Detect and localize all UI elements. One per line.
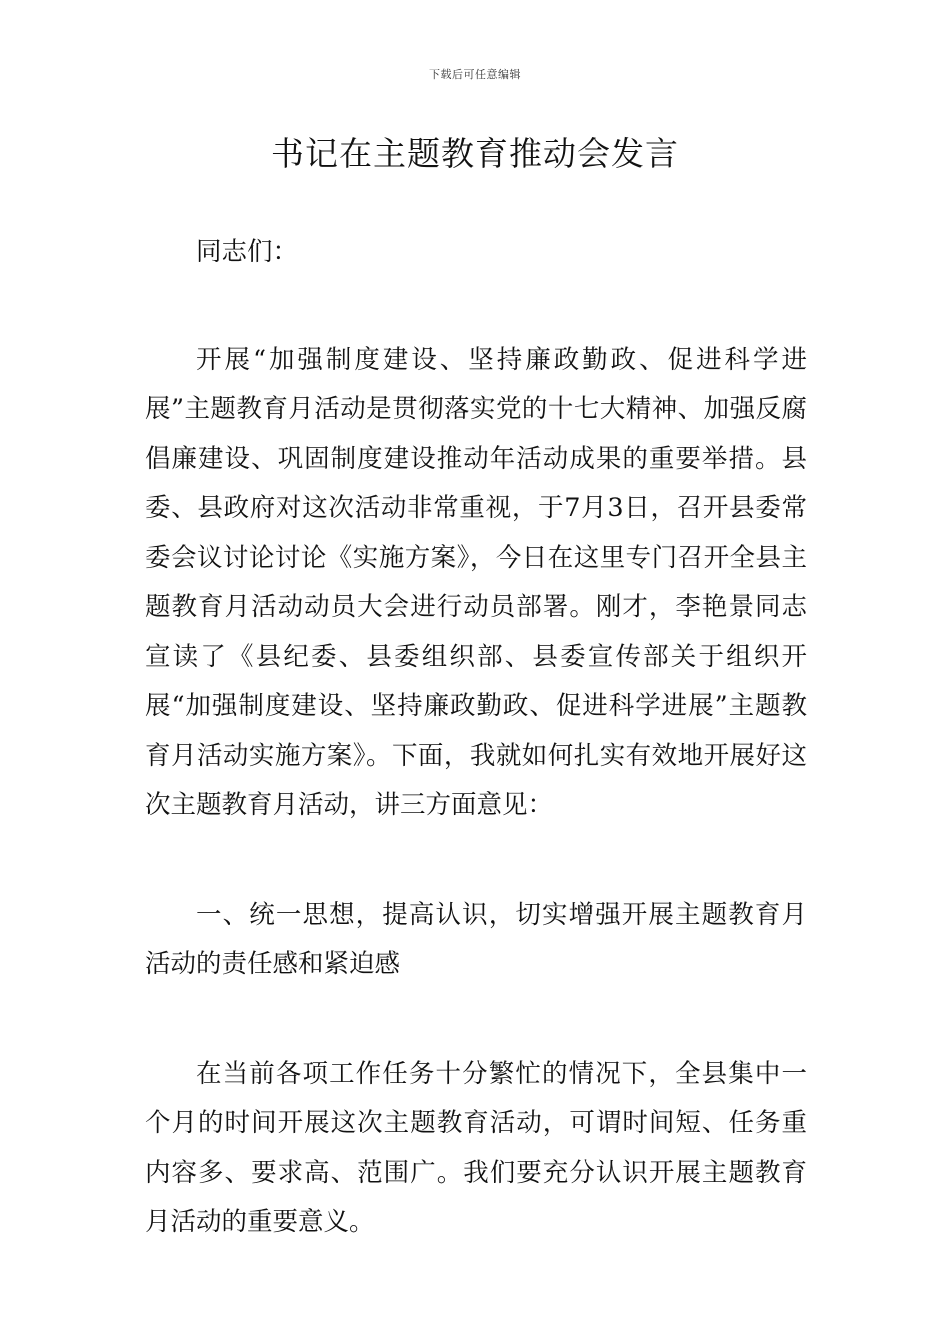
header-note: 下载后可任意编辑 bbox=[429, 68, 521, 81]
section-one-heading: 一、统一思想，提高认识，切实增强开展主题教育月活动的责任感和紧迫感 bbox=[145, 899, 807, 979]
greeting: 同志们： bbox=[196, 237, 299, 267]
document-title: 书记在主题教育推动会发言 bbox=[271, 134, 679, 173]
section-one-body: 在当前各项工作任务十分繁忙的情况下，全县集中一个月的时间开展这次主题教育活动，可谓时间短、任务重内容多、要求高、范围广。我们要充分认识开展主题教育月活动的重要意义。 bbox=[145, 1058, 807, 1237]
document-body bbox=[145, 228, 807, 1248]
intro-paragraph: 开展“加强制度建设、坚持廉政勤政、促进科学进展”主题教育月活动是贯彻落实党的十七大精神、加强反腐倡廉建设、巩固制度建设推动年活动成果的重要举措。县委、县政府对这次活动非常重视，于7月3日，召开县委常委会议讨论讨论《实施方案》，今日在这里专门召开全县主题教育月活动动员大会进行动员部署。刚才，李艳景同志宣读了《县纪委、县委组织部、县委宣传部关于组织开展“加强制度建设、坚持廉政勤政、促进科学进展”主题教育月活动实施方案》。下面，我就如何扎实有效地开展好这次主题教育月活动，讲三方面意见： bbox=[145, 344, 807, 820]
